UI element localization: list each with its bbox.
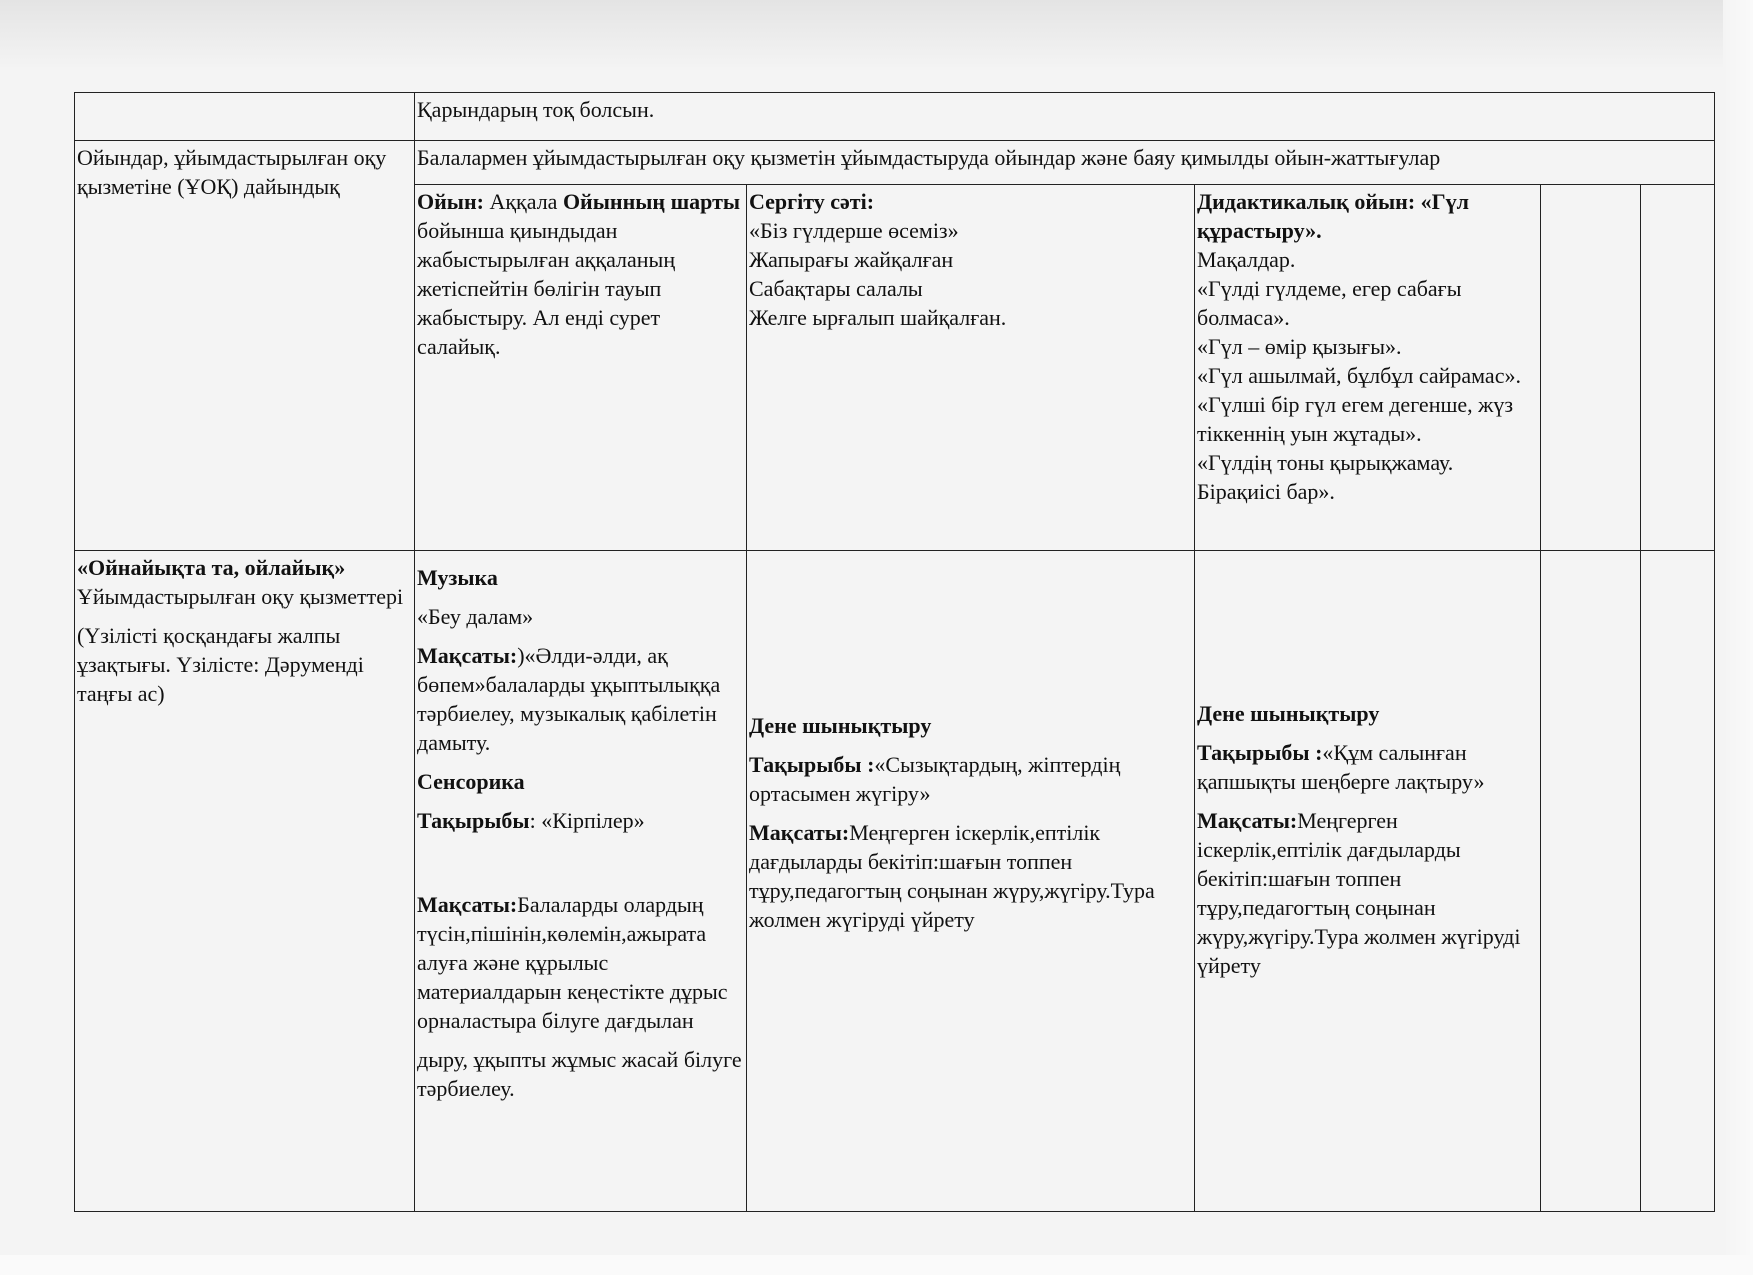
proverb-line: «Гүлші бір гүл егем дегенше, жүз тіккеннің уын жұтады». — [1197, 392, 1514, 446]
sensorics-goal-label: Мақсаты: — [417, 892, 518, 917]
refresh-line: «Біз гүлдерше өсеміз» — [749, 218, 959, 243]
pe2-goal-text: Меңгерген іскерлік,ептілік дағдыларды бекітіп:шағын топпен тұру,педагогтың соңынан жүру,жүгіру.Тура жолмен жүгіруді үйрету — [1197, 808, 1521, 978]
games-col2-cell — [747, 185, 1195, 551]
games-header: Балалармен ұйымдастырылған оқу қызметін ұйымдастыруда ойындар және баяу қимылды ойын-жаттығулар — [417, 145, 1441, 170]
game-name: Аққала — [483, 189, 563, 214]
pe2-topic-text: «Құм салынған қапшықты шеңберге лақтыру» — [1197, 740, 1485, 794]
activities-col3-cell — [1195, 551, 1541, 1212]
table-row-games-header — [75, 141, 1715, 185]
sensorics-goal — [417, 890, 744, 1035]
games-col1-cell — [415, 185, 747, 551]
sensorics-title: Сенсорика — [417, 769, 525, 794]
game-label: Ойын: — [417, 189, 484, 214]
pe-goal-text: Меңгерген іскерлік,ептілік дағдыларды бекітіп:шағын топпен тұру,педагогтың соңынан жүру,жүгіру.Тура жолмен жүгіруді үйрету — [749, 820, 1155, 932]
proverb-line: Мақалдар. — [1197, 247, 1296, 272]
proverb-line: «Гүлді гүлдеме, егер сабағы болмаса». — [1197, 276, 1462, 330]
games-col3-cell — [1195, 185, 1541, 551]
games-header-cell — [415, 141, 1715, 185]
games-label-cell — [75, 141, 415, 551]
refresh-line: Жапырағы жайқалған — [749, 247, 954, 272]
sensorics-topic-label: Тақырыбы — [417, 808, 530, 833]
sensorics-topic — [417, 806, 744, 835]
game-rules-label: Ойынның шарты — [562, 189, 741, 214]
games-col4-cell — [1541, 185, 1641, 551]
pe-title: Дене шынықтыру — [749, 713, 932, 738]
proverb-line: «Гүл – өмір қызығы». — [1197, 334, 1402, 359]
activities-col4-cell — [1541, 551, 1641, 1212]
sensorics-goal-text: Балаларды олардың түсін,пішінін,көлемін,ажырата алуға және құрылыс материалдарын кеңестікте дұрыс орналастыра білуге дағдылан — [417, 892, 728, 1033]
activities-col1-cell — [415, 551, 747, 1212]
proverb-line: «Гүлдің тоны қырықжамау. Бірақиісі бар». — [1197, 450, 1454, 504]
pe-topic — [749, 750, 1192, 808]
activities-note: (Үзілісті қосқандағы жалпы ұзақтығы. Үзілісте: Дәрумендi таңғы ас) — [77, 623, 364, 706]
refresh-title: Сергіту сәті: — [749, 189, 875, 214]
game-rules-text: бойынша қиындыдан жабыстырылған аққаланың жетіспейтін бөлігін тауып жабыстыру. Ал енді сурет салайық. — [417, 218, 676, 359]
refresh-line: Сабақтары салалы — [749, 276, 923, 301]
sensorics-goal-cont: дыру, ұқыпты жұмыс жасай білуге тәрбиелеу. — [417, 1047, 742, 1101]
music-title: Музыка — [417, 565, 498, 590]
pe-goal-label: Мақсаты: — [749, 820, 850, 845]
scan-edge-right — [1723, 0, 1753, 1275]
activities-label — [77, 553, 412, 611]
activities-label-text: Ұйымдастырылған оқу қызметтері — [77, 584, 404, 609]
music-song: «Беу далам» — [417, 604, 534, 629]
music-goal — [417, 641, 744, 757]
music-goal-text: )«Әлди-әлди, ақ бөпем»балаларды ұқыптылыққа тәрбиелеу, музыкалық қабілетін дамыту. — [417, 643, 721, 755]
proverb-line: «Гүл ашылмай, бұлбұл сайрамас». — [1197, 363, 1521, 388]
pe2-topic — [1197, 738, 1538, 796]
activities-col2-cell — [747, 551, 1195, 1212]
daily-plan-table — [74, 92, 1715, 1212]
row1-label-cell — [75, 93, 415, 141]
games-col5-cell — [1641, 185, 1715, 551]
pe2-goal — [1197, 806, 1538, 980]
scan-edge-bottom — [0, 1255, 1753, 1275]
pe2-goal-label: Мақсаты: — [1197, 808, 1298, 833]
table-row-meal — [75, 93, 1715, 141]
pe-topic-text: «Сызықтардың, жіптердің ортасымен жүгіру» — [749, 752, 1121, 806]
refresh-line: Желге ырғалып шайқалған. — [749, 305, 1007, 330]
pe2-topic-label: Тақырыбы : — [1197, 740, 1323, 765]
didactic-title: Дидактикалық ойын: «Гүл құрастыру». — [1197, 189, 1470, 243]
sensorics-topic-text: : «Кірпілер» — [529, 808, 645, 833]
table-row-activities — [75, 551, 1715, 1212]
meal-wish-text: Қарындарың тоқ болсын. — [417, 97, 655, 122]
activities-col5-cell — [1641, 551, 1715, 1212]
music-goal-label: Мақсаты: — [417, 643, 518, 668]
pe-topic-label: Тақырыбы : — [749, 752, 875, 777]
pe-goal — [749, 818, 1192, 934]
game-aqqala — [417, 187, 744, 361]
activities-label-cell — [75, 551, 415, 1212]
activities-label-bold: «Ойнайықта та, ойлайық» — [77, 555, 346, 580]
row1-text-cell — [415, 93, 1715, 141]
games-label: Ойындар, ұйымдастырылған оқу қызметіне (ҰОҚ) дайындық — [77, 145, 387, 199]
pe2-title: Дене шынықтыру — [1197, 701, 1380, 726]
scan-shadow — [0, 0, 1753, 70]
